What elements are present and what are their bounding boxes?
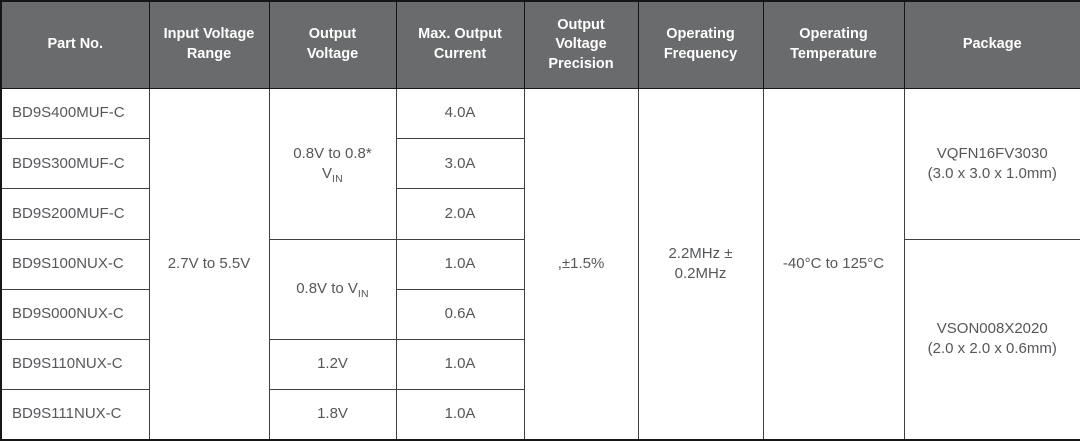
package-dimensions: (3.0 x 3.0 x 1.0mm)	[927, 164, 1057, 182]
cell-max-output-current: 1.0A	[396, 340, 524, 390]
cell-part-no: BD9S000NUX-C	[1, 289, 149, 339]
cell-output-voltage-mid	[269, 239, 396, 339]
vin-v: V	[347, 280, 358, 298]
vin-symbol	[347, 280, 369, 301]
package-dimensions: (2.0 x 2.0 x 0.6mm)	[927, 340, 1057, 358]
header-package	[904, 1, 1080, 89]
package-name: VSON008X2020	[936, 320, 1048, 338]
cell-part-no: BD9S400MUF-C	[1, 89, 149, 139]
cell-output-voltage-high	[269, 89, 396, 240]
table-row	[1, 89, 1080, 139]
header-part-no	[1, 1, 149, 89]
cell-part-no: BD9S111NUX-C	[1, 390, 149, 440]
header-operating-temperature	[763, 1, 904, 89]
cell-max-output-current: 1.0A	[396, 390, 524, 440]
output-voltage-mid-text	[296, 280, 369, 301]
cell-max-output-current: 4.0A	[396, 89, 524, 139]
header-operating-temperature-label: Operating Temperature	[790, 26, 877, 62]
cell-input-voltage-range: 2.7V to 5.5V	[149, 89, 269, 441]
cell-package-vson	[904, 239, 1080, 440]
cell-operating-temperature: -40°C to 125°C	[763, 89, 904, 441]
header-operating-frequency	[638, 1, 763, 89]
cell-part-no: BD9S200MUF-C	[1, 189, 149, 239]
header-input-voltage-range-label: Input Voltage Range	[163, 26, 255, 62]
header-output-voltage-precision	[524, 1, 638, 89]
cell-max-output-current: 1.0A	[396, 239, 524, 289]
cell-operating-frequency	[638, 89, 763, 441]
header-package-label: Package	[962, 36, 1022, 53]
vin-v: V	[322, 164, 333, 182]
cell-output-voltage-precision: ,±1.5%	[524, 89, 638, 441]
header-input-voltage-range	[149, 1, 269, 89]
cell-part-no: BD9S110NUX-C	[1, 340, 149, 390]
cell-output-voltage-fixed: 1.8V	[269, 390, 396, 440]
output-voltage-high-line1: 0.8V to 0.8*	[293, 144, 372, 162]
cell-max-output-current: 0.6A	[396, 289, 524, 339]
header-operating-frequency-label: Operating Frequency	[663, 26, 738, 62]
header-output-voltage-precision-label: Output Voltage Precision	[548, 16, 614, 72]
vin-subscript: IN	[357, 288, 369, 301]
header-max-output-current-label: Max. Output Current	[418, 26, 502, 62]
cell-package-vqfn	[904, 89, 1080, 240]
cell-part-no: BD9S300MUF-C	[1, 139, 149, 189]
header-max-output-current	[396, 1, 524, 89]
cell-part-no: BD9S100NUX-C	[1, 239, 149, 289]
cell-output-voltage-fixed: 1.2V	[269, 340, 396, 390]
operating-frequency-text: 2.2MHz ± 0.2MHz	[668, 244, 733, 282]
output-voltage-high-text	[270, 144, 396, 185]
cell-max-output-current: 2.0A	[396, 189, 524, 239]
vin-subscript: IN	[332, 172, 343, 185]
output-voltage-mid-prefix: 0.8V to	[296, 280, 348, 298]
cell-max-output-current: 3.0A	[396, 139, 524, 189]
header-output-voltage	[269, 1, 396, 89]
header-output-voltage-label: Output Voltage	[306, 26, 359, 62]
header-part-no-label: Part No.	[47, 36, 104, 53]
package-name: VQFN16FV3030	[936, 144, 1048, 162]
table-header-row	[1, 1, 1080, 89]
vin-symbol	[322, 164, 343, 185]
